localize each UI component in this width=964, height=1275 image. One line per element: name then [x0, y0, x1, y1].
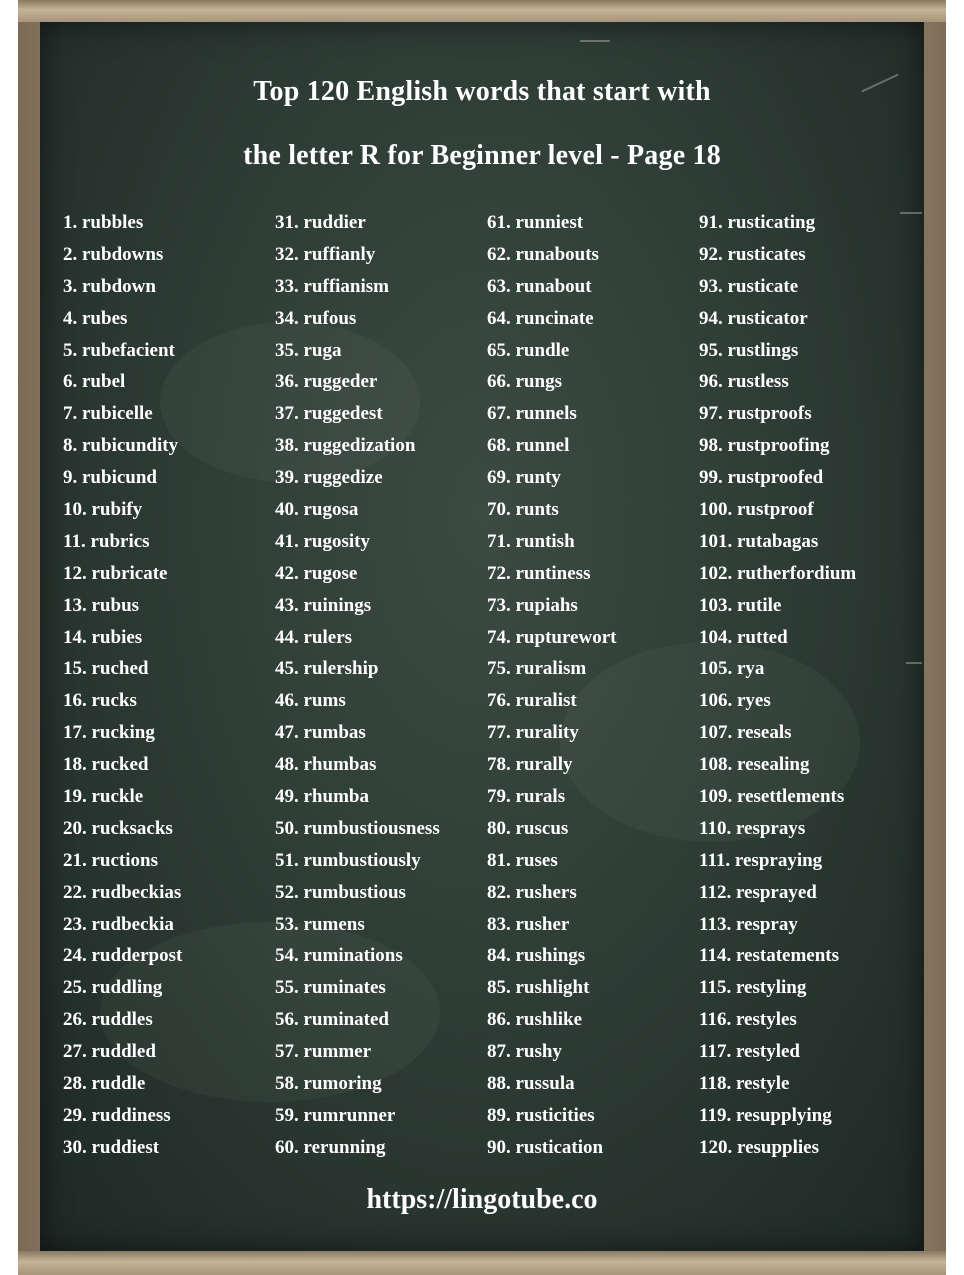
word-item: 42. rugose	[275, 562, 358, 584]
word-item: 15. ruched	[63, 658, 149, 680]
word-item: 74. rupturewort	[487, 626, 617, 648]
word-item: 71. runtish	[487, 530, 575, 552]
word-item: 85. rushlight	[487, 977, 590, 999]
word-item: 44. rulers	[275, 626, 353, 648]
word-item: 114. restatements	[699, 945, 840, 967]
word-item: 40. rugosa	[275, 499, 359, 521]
word-item: 62. runabouts	[487, 243, 599, 265]
word-column-1	[63, 210, 182, 1167]
word-item: 73. rupiahs	[487, 594, 578, 616]
word-item: 81. ruses	[487, 849, 558, 871]
word-item: 46. rums	[275, 690, 346, 712]
word-item: 59. rumrunner	[275, 1104, 396, 1126]
word-item: 33. ruffianism	[275, 275, 389, 297]
word-item: 50. rumbustiousness	[275, 817, 440, 839]
word-item: 53. rumens	[275, 913, 365, 935]
word-item: 76. ruralist	[487, 690, 577, 712]
word-item: 63. runabout	[487, 275, 592, 297]
chalk-mark	[580, 40, 610, 42]
word-item: 101. rutabagas	[699, 530, 819, 552]
word-item: 111. respraying	[699, 849, 823, 871]
word-item: 110. resprays	[699, 817, 806, 839]
word-item: 20. rucksacks	[63, 817, 173, 839]
word-item: 54. ruminations	[275, 945, 403, 967]
chalk-mark	[906, 662, 922, 664]
word-item: 94. rusticator	[699, 307, 808, 329]
word-item: 70. runts	[487, 499, 559, 521]
word-item: 45. rulership	[275, 658, 379, 680]
word-item: 80. ruscus	[487, 817, 569, 839]
word-item: 103. rutile	[699, 594, 782, 616]
word-item: 19. ruckle	[63, 786, 144, 808]
word-item: 60. rerunning	[275, 1136, 386, 1158]
chalk-mark	[900, 212, 922, 214]
word-item: 116. restyles	[699, 1009, 797, 1031]
word-item: 37. ruggedest	[275, 403, 383, 425]
word-item: 30. ruddiest	[63, 1136, 160, 1158]
word-column-4	[699, 210, 856, 1167]
word-item: 6. rubel	[63, 371, 126, 393]
word-item: 104. rutted	[699, 626, 788, 648]
word-item: 90. rustication	[487, 1136, 604, 1158]
word-item: 82. rushers	[487, 881, 577, 903]
word-item: 102. rutherfordium	[699, 562, 857, 584]
word-item: 22. rudbeckias	[63, 881, 182, 903]
word-item: 113. respray	[699, 913, 798, 935]
word-item: 95. rustlings	[699, 339, 799, 361]
word-item: 1. rubbles	[63, 212, 144, 233]
frame-top-edge	[18, 0, 946, 22]
word-item: 49. rhumba	[275, 786, 369, 808]
word-item: 11. rubrics	[63, 530, 150, 552]
word-item: 7. rubicelle	[63, 403, 153, 425]
word-item: 13. rubus	[63, 594, 140, 616]
word-item: 69. runty	[487, 467, 561, 489]
website-url[interactable]: https://lingotube.co	[366, 1184, 598, 1215]
word-item: 57. rummer	[275, 1041, 372, 1063]
word-item: 87. rushy	[487, 1041, 562, 1063]
word-item: 96. rustless	[699, 371, 789, 393]
word-item: 58. rumoring	[275, 1073, 382, 1095]
word-item: 112. resprayed	[699, 881, 817, 903]
word-item: 109. resettlements	[699, 786, 845, 808]
word-item: 29. ruddiness	[63, 1104, 171, 1126]
word-item: 23. rudbeckia	[63, 913, 174, 935]
word-item: 43. ruinings	[275, 594, 372, 616]
word-item: 115. restyling	[699, 977, 807, 999]
word-item: 84. rushings	[487, 945, 586, 967]
word-item: 92. rusticates	[699, 243, 806, 265]
word-item: 68. runnel	[487, 435, 570, 457]
word-item: 34. rufous	[275, 307, 357, 329]
word-item: 105. rya	[699, 658, 765, 680]
word-item: 32. ruffianly	[275, 243, 376, 265]
word-item: 56. ruminated	[275, 1009, 389, 1031]
word-item: 14. rubies	[63, 626, 143, 648]
word-item: 117. restyled	[699, 1041, 800, 1063]
word-item: 31. ruddier	[275, 212, 366, 233]
word-item: 83. rusher	[487, 913, 570, 935]
word-item: 77. rurality	[487, 722, 579, 744]
word-item: 88. russula	[487, 1073, 575, 1095]
word-item: 86. rushlike	[487, 1009, 583, 1031]
word-item: 61. runniest	[487, 212, 584, 233]
word-item: 39. ruggedize	[275, 467, 383, 489]
word-item: 21. ructions	[63, 849, 158, 871]
word-item: 12. rubricate	[63, 562, 168, 584]
word-item: 24. rudderpost	[63, 945, 183, 967]
word-item: 107. reseals	[699, 722, 792, 744]
word-item: 97. rustproofs	[699, 403, 812, 425]
word-item: 35. ruga	[275, 339, 342, 361]
word-item: 106. ryes	[699, 690, 771, 712]
word-item: 119. resupplying	[699, 1104, 832, 1126]
word-item: 72. runtiness	[487, 562, 591, 584]
word-item: 28. ruddle	[63, 1073, 146, 1095]
word-item: 4. rubes	[63, 307, 128, 329]
word-item: 17. rucking	[63, 722, 155, 744]
word-item: 10. rubify	[63, 499, 143, 521]
page-title-line1: Top 120 English words that start with	[253, 76, 711, 107]
word-item: 36. ruggeder	[275, 371, 378, 393]
word-item: 47. rumbas	[275, 722, 366, 744]
word-item: 5. rubefacient	[63, 339, 175, 361]
word-item: 26. ruddles	[63, 1009, 153, 1031]
word-item: 108. resealing	[699, 754, 810, 776]
word-item: 18. rucked	[63, 754, 149, 776]
word-item: 118. restyle	[699, 1073, 790, 1095]
word-column-3	[487, 210, 616, 1167]
word-item: 8. rubicundity	[63, 435, 179, 457]
word-item: 100. rustproof	[699, 499, 814, 521]
word-item: 89. rusticities	[487, 1104, 595, 1126]
word-item: 79. rurals	[487, 786, 566, 808]
word-item: 98. rustproofing	[699, 435, 830, 457]
word-item: 64. runcinate	[487, 307, 594, 329]
word-item: 48. rhumbas	[275, 754, 377, 776]
word-item: 51. rumbustiously	[275, 849, 421, 871]
frame-bottom-edge	[18, 1251, 946, 1275]
word-item: 99. rustproofed	[699, 467, 824, 489]
word-item: 25. ruddling	[63, 977, 163, 999]
word-item: 78. rurally	[487, 754, 573, 776]
word-item: 41. rugosity	[275, 530, 370, 552]
word-item: 93. rusticate	[699, 275, 799, 297]
page-title-line2: the letter R for Beginner level - Page 18	[243, 140, 721, 171]
word-item: 2. rubdowns	[63, 243, 164, 265]
word-item: 16. rucks	[63, 690, 137, 712]
word-item: 120. resupplies	[699, 1136, 820, 1158]
chalkboard	[40, 22, 924, 1251]
word-item: 9. rubicund	[63, 467, 157, 489]
word-item: 66. rungs	[487, 371, 562, 393]
word-item: 3. rubdown	[63, 275, 156, 297]
word-item: 27. ruddled	[63, 1041, 156, 1063]
word-item: 67. runnels	[487, 403, 577, 425]
word-item: 52. rumbustious	[275, 881, 406, 903]
word-item: 65. rundle	[487, 339, 570, 361]
word-column-2	[275, 210, 440, 1167]
word-item: 38. ruggedization	[275, 435, 416, 457]
word-item: 75. ruralism	[487, 658, 587, 680]
word-item: 91. rusticating	[699, 212, 816, 233]
word-item: 55. ruminates	[275, 977, 386, 999]
